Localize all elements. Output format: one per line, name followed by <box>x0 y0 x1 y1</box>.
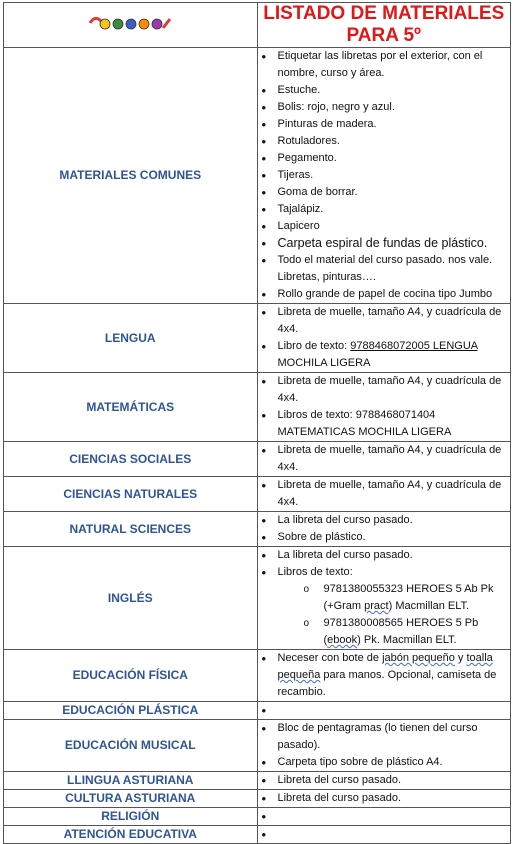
items-cell <box>257 477 511 512</box>
items-cell <box>257 808 511 826</box>
header-row <box>4 3 511 48</box>
crayon-blue <box>126 19 136 29</box>
subject-label: MATERIALES COMUNES <box>4 48 258 304</box>
text-span: 9781380055323 HEROES 5 Ab Pk (+Gram <box>323 583 494 612</box>
subject-label: LENGUA <box>4 304 258 373</box>
text-span: toalla pequeña <box>277 652 493 681</box>
items-cell <box>257 547 511 650</box>
subject-label: CIENCIAS NATURALES <box>4 477 258 512</box>
list-item: • Tajalápiz. <box>258 201 511 218</box>
crayon-tip <box>163 19 170 28</box>
subject-label: EDUCACIÓN PLÁSTICA <box>4 702 258 720</box>
list-item: • Tijeras. <box>258 167 511 184</box>
row-lengua <box>4 304 511 373</box>
items-cell <box>257 826 511 844</box>
list-item: • Estuche. <box>258 82 511 99</box>
row-ciencias-naturales <box>4 477 511 512</box>
items-cell <box>257 512 511 547</box>
items-cell <box>257 442 511 477</box>
subject-label: CIENCIAS SOCIALES <box>4 442 258 477</box>
subject-label: MATEMÁTICAS <box>4 373 258 442</box>
list-item: • Sobre de plástico. <box>258 529 511 546</box>
list-item: • Libreta del curso pasado. <box>258 772 511 789</box>
list-item: • Etiquetar las libretas por el exterior, con el nombre, curso y área. <box>258 48 511 82</box>
list-item: • Pegamento. <box>258 150 511 167</box>
items-cell <box>257 720 511 772</box>
list-item: • Carpeta espiral de fundas de plástico. <box>258 235 511 252</box>
crayon-orange <box>139 19 149 29</box>
crayon-purple <box>152 19 162 29</box>
list-item: • Goma de borrar. <box>258 184 511 201</box>
list-item: • Libreta de muelle, tamaño A4, y cuadrícula de 4x4. <box>258 442 511 476</box>
list-item: • Todo el material del curso pasado. nos vale. Libretas, pinturas…. <box>258 252 511 286</box>
row-matematicas <box>4 373 511 442</box>
list-item: • Rollo grande de papel de cocina tipo Jumbo <box>258 286 511 303</box>
crayon-yellow <box>100 19 110 29</box>
items-cell <box>257 790 511 808</box>
subject-label: CULTURA ASTURIANA <box>4 790 258 808</box>
empty-list-item <box>258 808 511 825</box>
row-cultura-asturiana <box>4 790 511 808</box>
sub-list-item <box>278 581 511 615</box>
subject-label: EDUCACIÓN MUSICAL <box>4 720 258 772</box>
items-cell <box>257 304 511 373</box>
list-item: • Pinturas de madera. <box>258 116 511 133</box>
page-title: LISTADO DE MATERIALES PARA 5º <box>257 3 511 48</box>
row-materiales-comunes <box>4 48 511 304</box>
row-educacion-fisica <box>4 650 511 702</box>
text-span: Neceser con bote de <box>277 652 383 664</box>
text-span: y <box>454 652 467 664</box>
subject-label: ATENCIÓN EDUCATIVA <box>4 826 258 844</box>
subject-label: RELIGIÓN <box>4 808 258 826</box>
items-cell <box>257 702 511 720</box>
list-item: • Lapicero <box>258 218 511 235</box>
row-ciencias-sociales <box>4 442 511 477</box>
items-cell <box>257 48 511 304</box>
subject-label: INGLÉS <box>4 547 258 650</box>
list-item: • Bloc de pentagramas (lo tienen del curso pasado). <box>258 720 511 754</box>
subject-label: NATURAL SCIENCES <box>4 512 258 547</box>
text-span: MOCHILA LIGERA <box>277 357 371 369</box>
list-item: • Libros de texto: 9788468071404 MATEMATICAS MOCHILA LIGERA <box>258 407 511 441</box>
empty-list-item <box>258 826 511 843</box>
isbn-text: 9788468072005 LENGUA <box>350 340 478 352</box>
items-cell <box>257 373 511 442</box>
list-item: • La libreta del curso pasado. <box>258 512 511 529</box>
row-educacion-musical <box>4 720 511 772</box>
text-span: pract <box>364 600 389 612</box>
list-item: • Bolis: rojo, negro y azul. <box>258 99 511 116</box>
logo-cell <box>4 3 258 48</box>
text-span: jabón pequeño <box>382 652 455 664</box>
row-ingles <box>4 547 511 650</box>
list-item: • Libreta de muelle, tamaño A4, y cuadrícula de 4x4. <box>258 304 511 338</box>
items-cell <box>257 650 511 702</box>
list-item <box>258 564 511 649</box>
list-item: • Carpeta tipo sobre de plástico A4. <box>258 754 511 771</box>
row-llingua-asturiana <box>4 772 511 790</box>
empty-list-item <box>258 702 511 719</box>
sub-list-item <box>278 615 511 649</box>
text-span: para manos. Opcional, camiseta de recambio. <box>277 669 497 698</box>
text-span: ) Macmillan ELT. <box>388 600 470 612</box>
text-span: Libros de texto: <box>277 566 353 578</box>
row-atencion-educativa <box>4 826 511 844</box>
row-religion <box>4 808 511 826</box>
text-span: Libro de texto: <box>277 340 351 352</box>
crayon-red <box>90 18 101 23</box>
row-educacion-plastica <box>4 702 511 720</box>
text-span: 9781380008565 HEROES 5 Pb ( <box>323 617 479 646</box>
crayon-green <box>113 19 123 29</box>
text-span: ) Pk. Macmillan ELT. <box>357 634 457 646</box>
row-natural-sciences <box>4 512 511 547</box>
list-item: • Libreta de muelle, tamaño A4, y cuadrícula de 4x4. <box>258 477 511 511</box>
materials-table <box>3 2 511 844</box>
subject-label: LLINGUA ASTURIANA <box>4 772 258 790</box>
list-item <box>258 338 511 372</box>
crayons-logo-icon <box>87 12 173 34</box>
items-cell <box>257 772 511 790</box>
list-item: • Rotuladores. <box>258 133 511 150</box>
list-item: • Libreta de muelle, tamaño A4, y cuadrícula de 4x4. <box>258 373 511 407</box>
list-item <box>258 650 511 701</box>
list-item: • Libreta del curso pasado. <box>258 790 511 807</box>
list-item: • La libreta del curso pasado. <box>258 547 511 564</box>
subject-label: EDUCACIÓN FÍSICA <box>4 650 258 702</box>
text-span: ebook <box>327 634 358 646</box>
